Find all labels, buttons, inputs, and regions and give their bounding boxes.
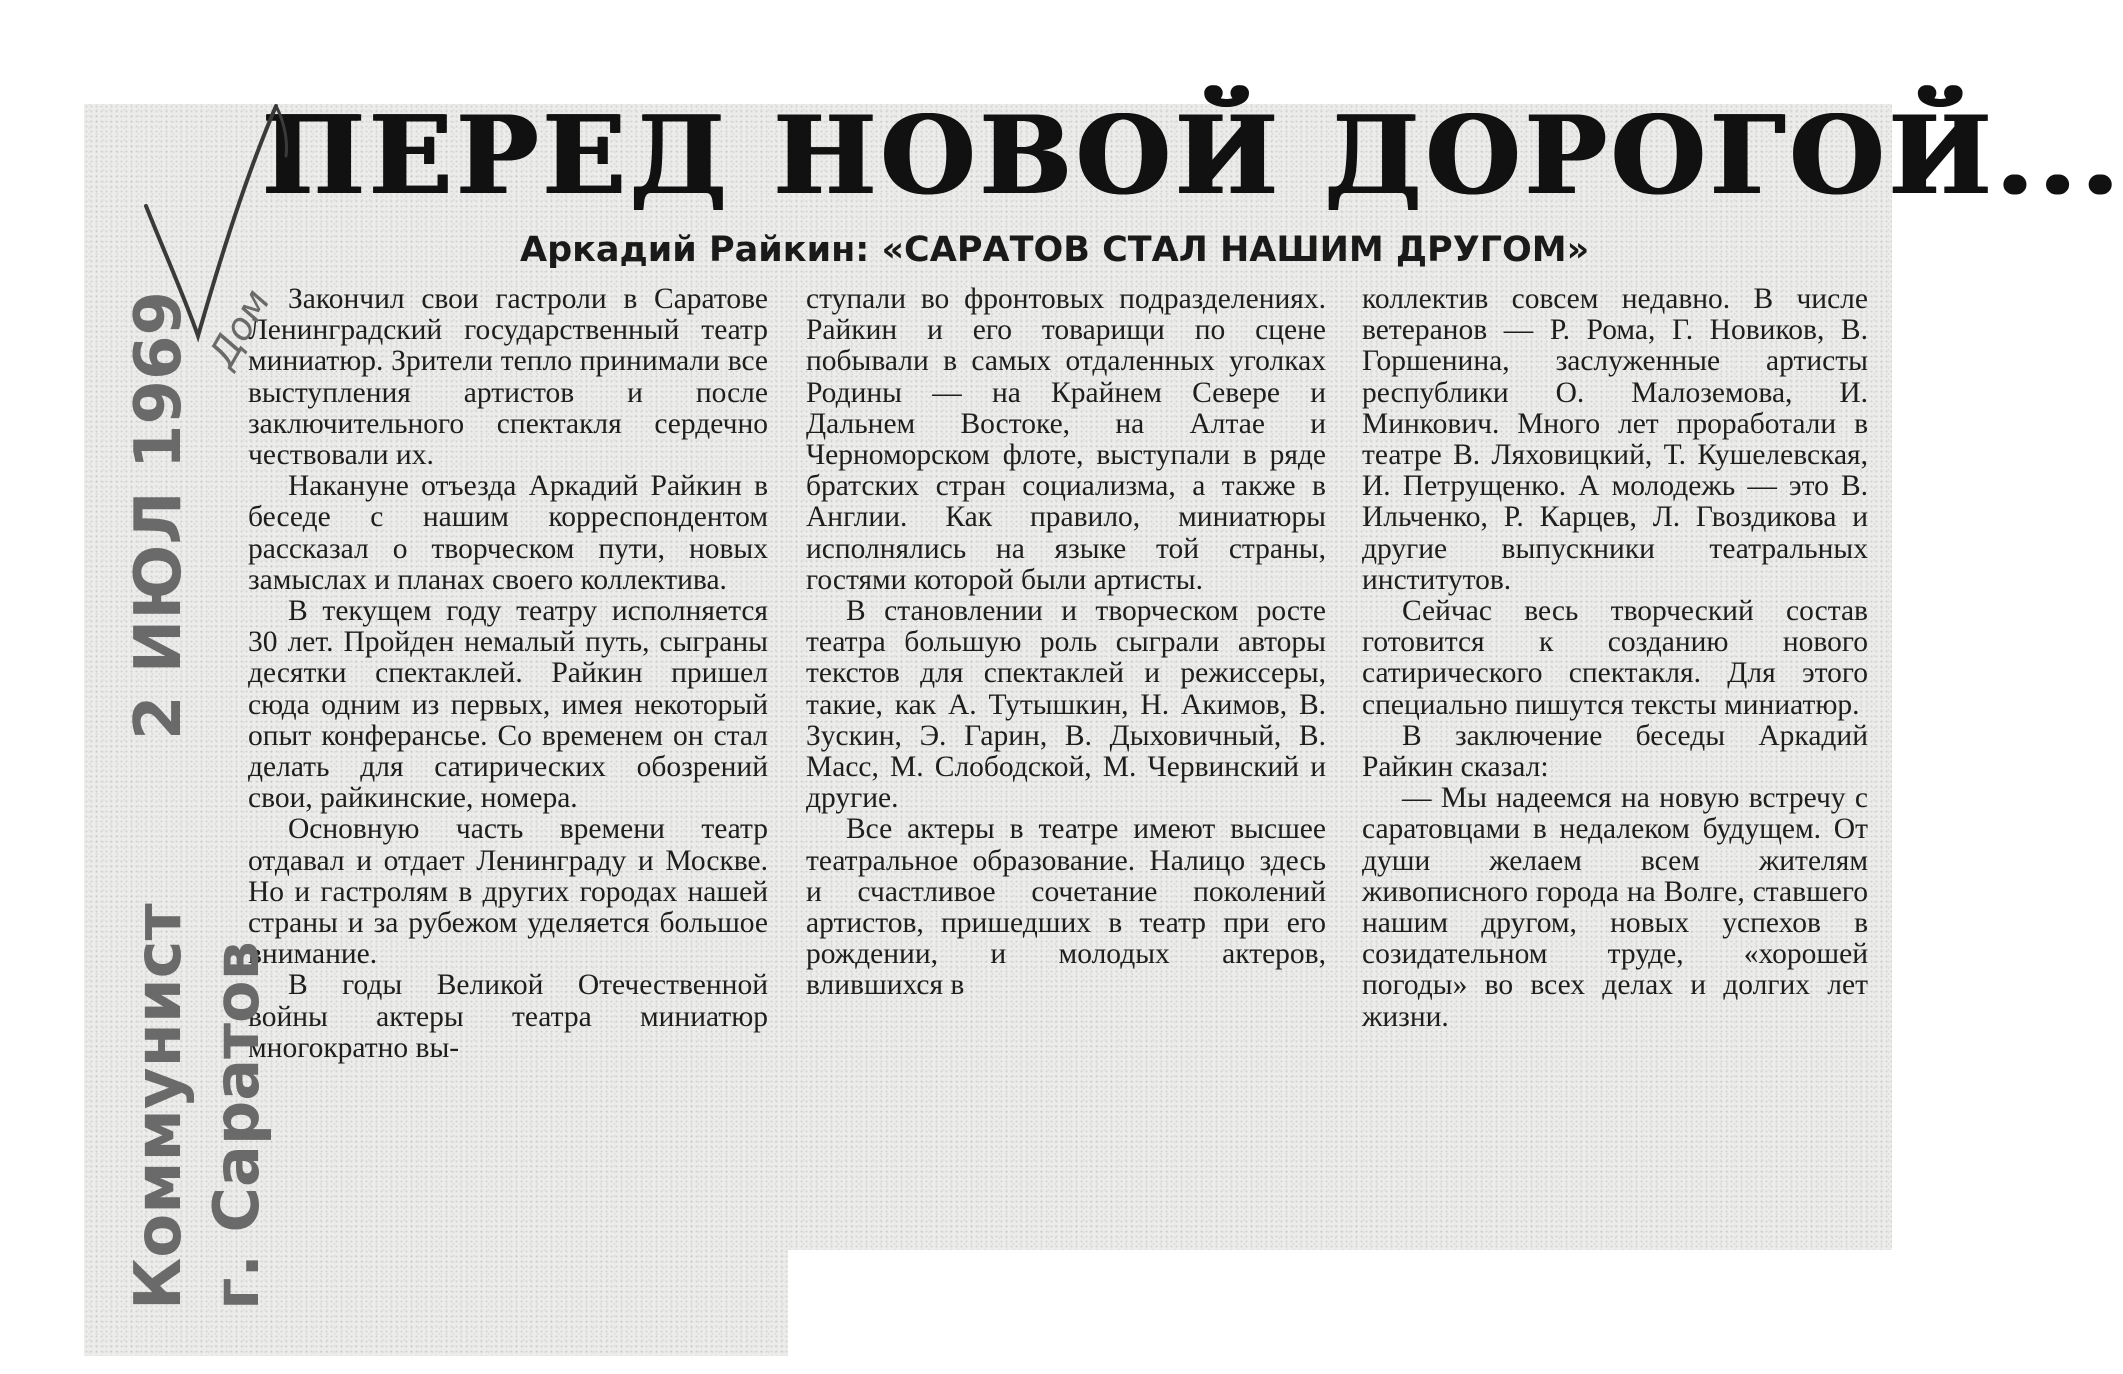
paragraph: В текущем году театру исполняется 30 лет. Пройден немалый путь, сыграны десятки спектаклей. Райкин пришел сюда одним из первых, имея некоторый опыт конферансье. Со временем он стал делать для сатирических обозрений свои, райкинские, номера. bbox=[248, 595, 768, 815]
paragraph: Сейчас весь творческий состав готовится к созданию нового сатирического спектакля. Для этого специально пишутся тексты миниатюр. bbox=[1362, 595, 1868, 721]
stamp-newspaper-name: Коммунист bbox=[122, 903, 196, 1310]
paragraph: Накануне отъезда Аркадий Райкин в беседе с нашим корреспондентом рассказал о творческом пути, новых замыслах и планах своего коллектива. bbox=[248, 470, 768, 596]
paragraph: В годы Великой Отечественной войны актеры театра миниатюр многократно вы- bbox=[248, 969, 768, 1064]
paragraph: В заключение беседы Аркадий Райкин сказал: bbox=[1362, 719, 1868, 784]
margin-stamp bbox=[118, 281, 288, 1360]
article-column-3 bbox=[1362, 284, 1868, 1033]
paragraph: Все актеры в театре имеют высшее театральное образование. Налицо здесь и счастливое сочетание поколений артистов, пришедших в театр при его рождении, и молодых актеров, влившихся в bbox=[806, 813, 1326, 1002]
stamp-handwritten-note: Дом bbox=[199, 281, 279, 375]
stamp-city: г. Саратов bbox=[200, 941, 273, 1310]
stamp-date: 2 ИЮЛ 1969 bbox=[122, 290, 196, 740]
stamp-drawing bbox=[118, 281, 288, 1360]
clipping-cut-edge bbox=[788, 1250, 1892, 1356]
paragraph: В становлении и творческом росте театра большую роль сыграли авторы текстов для спектаклей и режиссеры, такие, как А. Тутышкин, Н. Акимов, В. Зускин, Э. Гарин, В. Дыховичный, В. Масс, М. Слободской, М. Червинский и другие. bbox=[806, 595, 1326, 815]
paragraph: — Мы надеемся на новую встречу с саратовцами в недалеком будущем. От души желаем всем жителям живописного города на Волге, ставшего нашим другом, новых успехов в созидательном труде, «хорошей погоды» во всех делах и долгих лет жизни. bbox=[1362, 782, 1868, 1033]
paragraph: коллектив совсем недавно. В числе ветеранов — Р. Рома, Г. Новиков, В. Горшенина, заслуженные артисты республики О. Малоземова, И. Минкович. Много лет проработали в театре В. Ляховицкий, Т. Кушелевская, И. Петрущенко. А молодежь — это В. Ильченко, Р. Карцев, Л. Гвоздикова и другие выпускники театральных институтов. bbox=[1362, 283, 1868, 596]
paragraph: ступали во фронтовых подразделениях. Райкин и его товарищи по сцене побывали в самых отдаленных уголках Родины — на Крайнем Севере и Дальнем Востоке, на Алтае и Черноморском флоте, выступали в ряде братских стран социализма, а также в Англии. Как правило, миниатюры исполнялись на языке той страны, гостями которой были артисты. bbox=[806, 283, 1326, 596]
paragraph: Основную часть времени театр отдавал и отдает Ленинграду и Москве. Но и гастролям в других городах нашей страны и за рубежом уделяется большое внимание. bbox=[248, 813, 768, 971]
article-headline: ПЕРЕД НОВОЙ ДОРОГОЙ... bbox=[262, 93, 2123, 219]
article-column-2 bbox=[806, 284, 1326, 1002]
article-column-1 bbox=[248, 284, 768, 1064]
paragraph: Закончил свои гастроли в Саратове Ленинградский государственный театр миниатюр. Зрители тепло принимали все выступления артистов и после заключительного спектакля сердечно чествовали их. bbox=[248, 283, 768, 472]
article-subtitle: Аркадий Райкин: «САРАТОВ СТАЛ НАШИМ ДРУГОМ» bbox=[520, 230, 1590, 270]
